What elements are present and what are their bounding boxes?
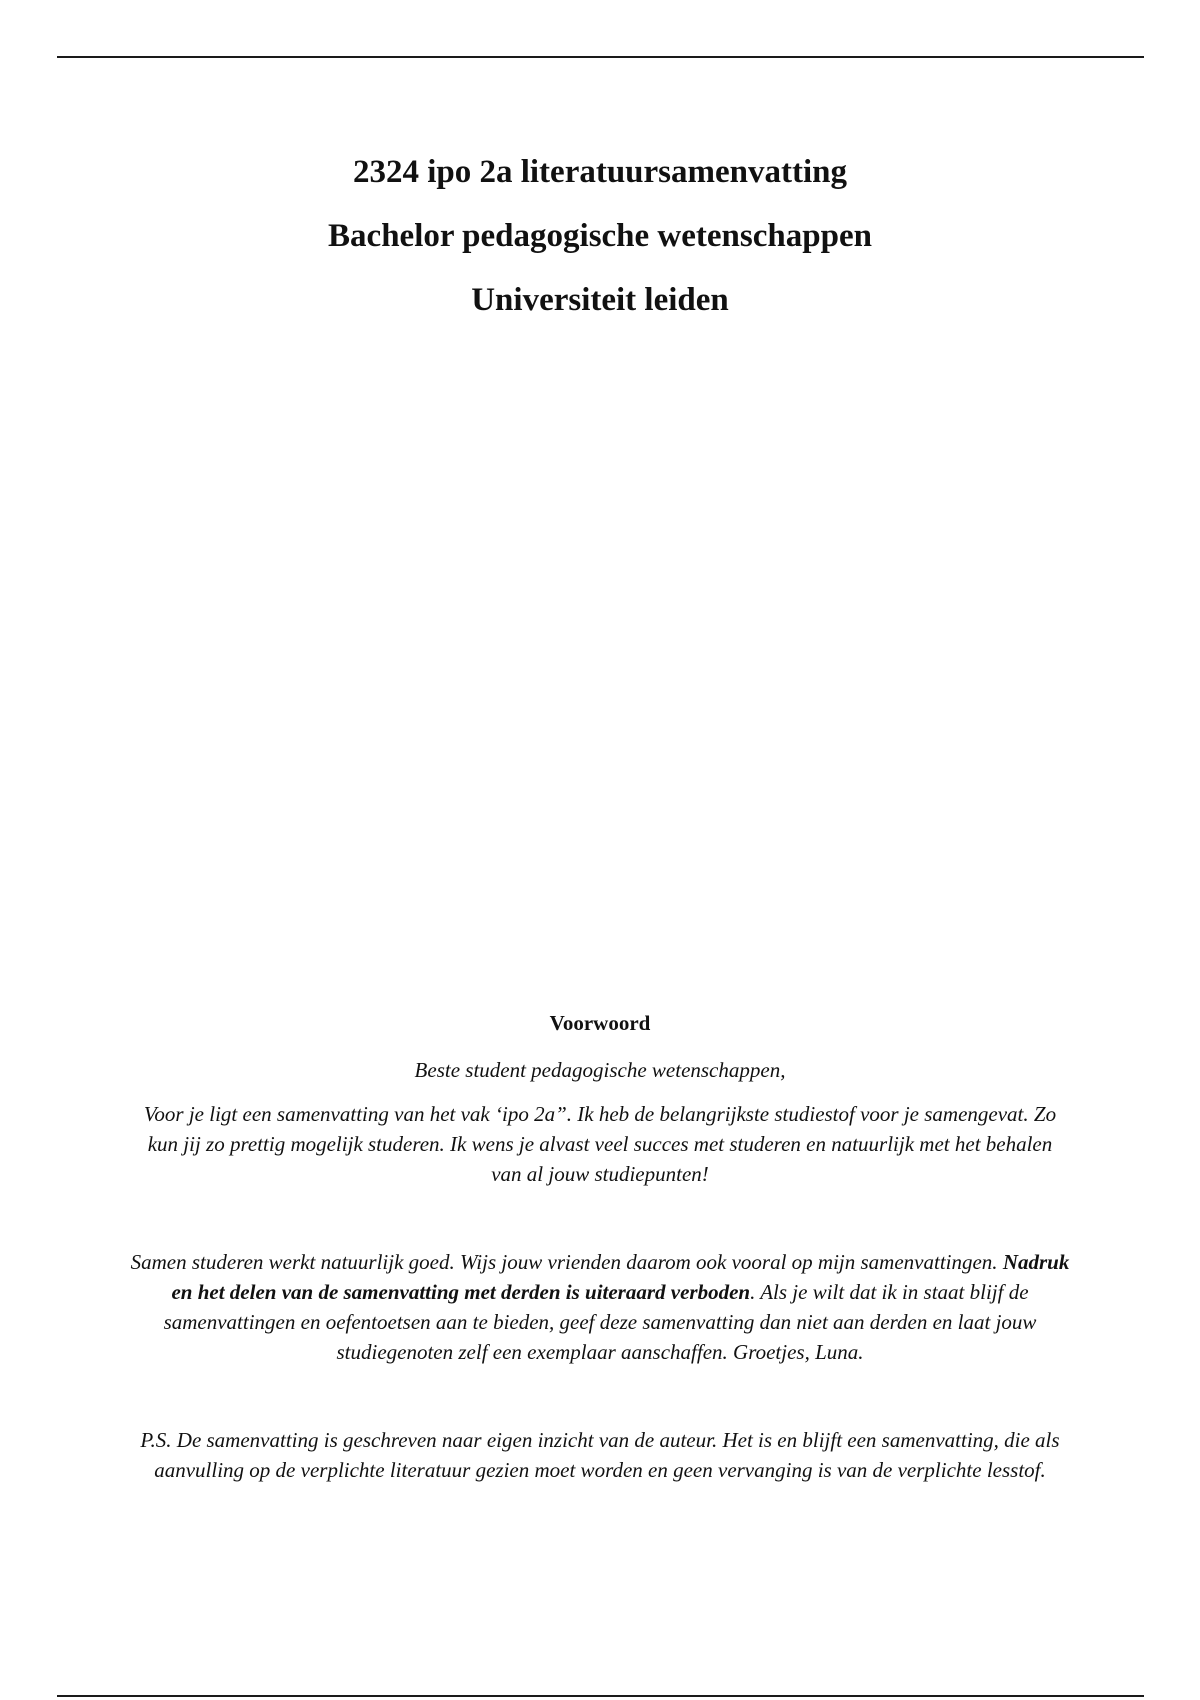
sharing-text-end: . Als je wilt dat ik in staat blijf de samenvattingen en oefentoetsen aan te bieden, geef deze samenvatting dan niet aan derden en laat jouw studiegenoten zelf een exemplaar aanschaffen. Groetjes, Luna. xyxy=(163,1280,1037,1364)
preface-intro-paragraph: Voor je ligt een samenvatting van het vak ‘ipo 2a”. Ik heb de belangrijkste studiestof voor je samengevat. Zo kun jij zo prettig mogelijk studeren. Ik wens je alvast veel succes met studeren en natuurlijk met het behalen van al jouw studiepunten! xyxy=(143,1102,1057,1186)
preface-heading: Voorwoord xyxy=(549,1011,651,1035)
bottom-rule xyxy=(57,1695,1144,1697)
sharing-text-start: Samen studeren werkt natuurlijk goed. Wijs jouw vrienden daarom ook vooral op mijn samenvattingen. xyxy=(130,1250,1003,1274)
university-name: Universiteit leiden xyxy=(471,282,729,318)
preface-sharing-paragraph xyxy=(130,1247,1070,1367)
sharing-warning-bold: Nadruk en het delen van de samenvatting met derden is uiteraard verboden xyxy=(171,1250,1070,1304)
top-rule xyxy=(57,56,1144,58)
program-name: Bachelor pedagogische wetenschappen xyxy=(328,218,872,254)
preface-greeting: Beste student pedagogische wetenschappen, xyxy=(414,1058,786,1082)
preface-ps-paragraph: P.S. De samenvatting is geschreven naar eigen inzicht van de auteur. Het is en blijft een samenvatting, die als aanvulling op de verplichte literatuur gezien moet worden en geen vervanging is van de verplichte lesstof. xyxy=(140,1428,1060,1482)
title-block xyxy=(0,140,1200,332)
preface-section xyxy=(130,1008,1070,1485)
document-title: 2324 ipo 2a literatuursamenvatting xyxy=(352,154,848,190)
